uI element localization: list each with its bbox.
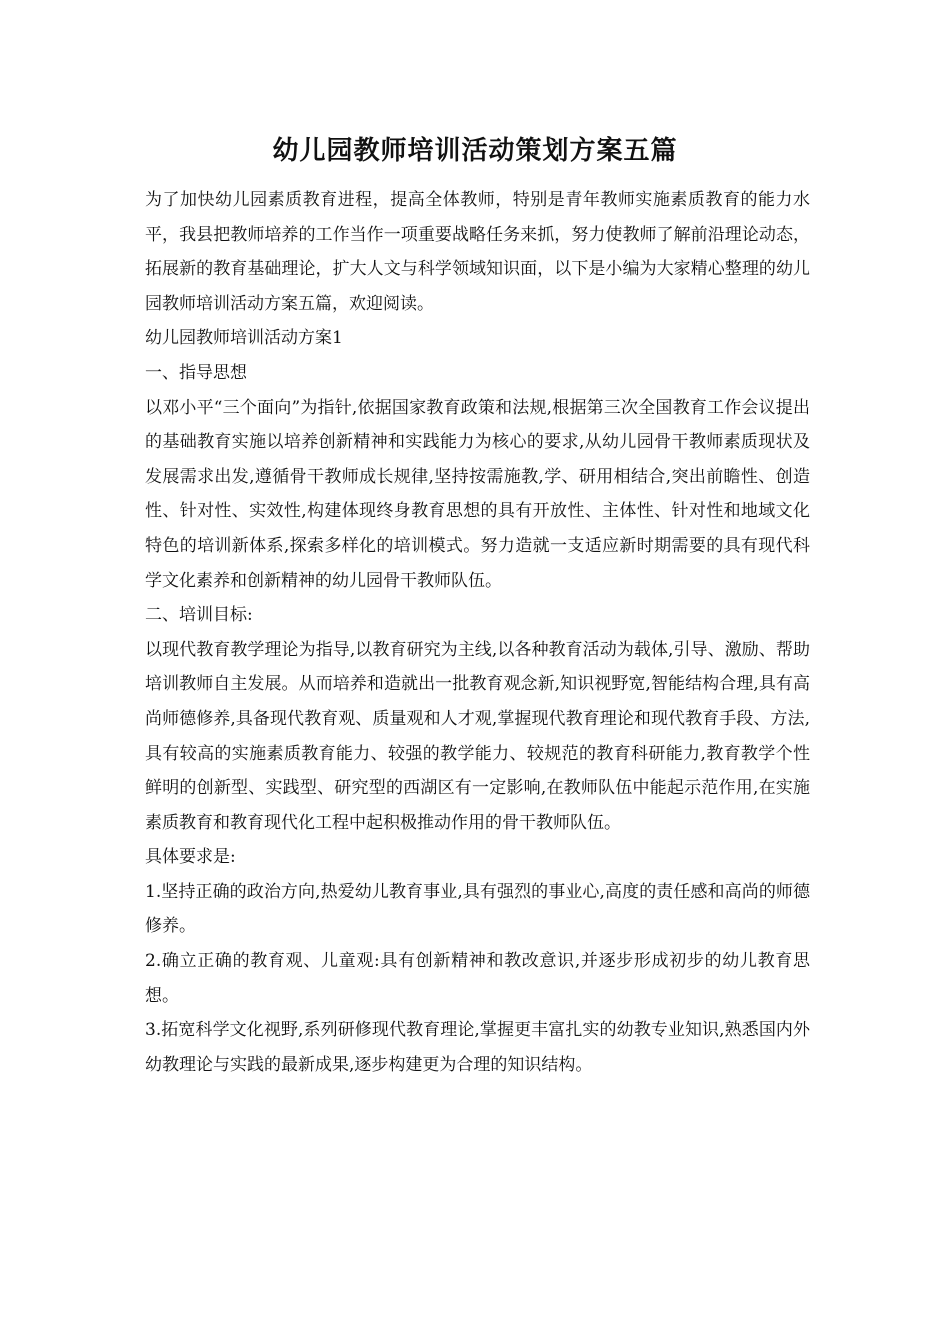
- heading-guiding-ideology: 一、指导思想: [145, 362, 247, 383]
- heading-specific-requirements: 具体要求是:: [145, 847, 236, 868]
- requirement-item-1: 1.坚持正确的政治方向,热爱幼儿教育事业,具有强烈的事业心,高度的责任感和高尚的师德修养。: [145, 881, 810, 937]
- section-heading-plan-1: 幼儿园教师培训活动方案1: [145, 328, 343, 349]
- paragraph-training-goals: 以现代教育教学理论为指导,以教育研究为主线,以各种教育活动为载体,引导、激励、帮助培训教师自主发展。从而培养和造就出一批教育观念新,知识视野宽,智能结构合理,具有高尚师德修养,具备现代教育观、质量观和人才观,掌握现代教育理论和现代教育手段、方法,具有较高的实施素质教育能力、较强的教学能力、较规范的教育科研能力,教育教学个性鲜明的创新型、实践型、研究型的西湖区有一定影响,在教师队伍中能起示范作用,在实施素质教育和教育现代化工程中起积极推动作用的骨干教师队伍。: [145, 639, 810, 833]
- heading-training-goals: 二、培训目标:: [145, 605, 253, 626]
- document-body: [145, 183, 810, 1082]
- document-title: 幼儿园教师培训活动策划方案五篇: [272, 136, 678, 166]
- intro-paragraph: 为了加快幼儿园素质教育进程，提高全体教师，特别是青年教师实施素质教育的能力水平，我县把教师培养的工作当作一项重要战略任务来抓，努力使教师了解前沿理论动态，拓展新的教育基础理论，扩大人文与科学领域知识面，以下是小编为大家精心整理的幼儿园教师培训活动方案五篇，欢迎阅读。: [145, 190, 810, 314]
- paragraph-guiding-ideology: 以邓小平“三个面向”为指针,依据国家教育政策和法规,根据第三次全国教育工作会议提出的基础教育实施以培养创新精神和实践能力为核心的要求,从幼儿园骨干教师素质现状及发展需求出发,遵循骨干教师成长规律,坚持按需施教,学、研用相结合,突出前瞻性、创造性、针对性、实效性,构建体现终身教育思想的具有开放性、主体性、针对性和地域文化特色的培训新体系,探索多样化的培训模式。努力造就一支适应新时期需要的具有现代科学文化素养和创新精神的幼儿园骨干教师队伍。: [145, 397, 810, 591]
- requirement-item-3: 3.拓宽科学文化视野,系列研修现代教育理论,掌握更丰富扎实的幼教专业知识,熟悉国内外幼教理论与实践的最新成果,逐步构建更为合理的知识结构。: [145, 1020, 810, 1075]
- requirement-item-2: 2.确立正确的教育观、儿童观:具有创新精神和教改意识,并逐步形成初步的幼儿教育思想。: [145, 951, 810, 1006]
